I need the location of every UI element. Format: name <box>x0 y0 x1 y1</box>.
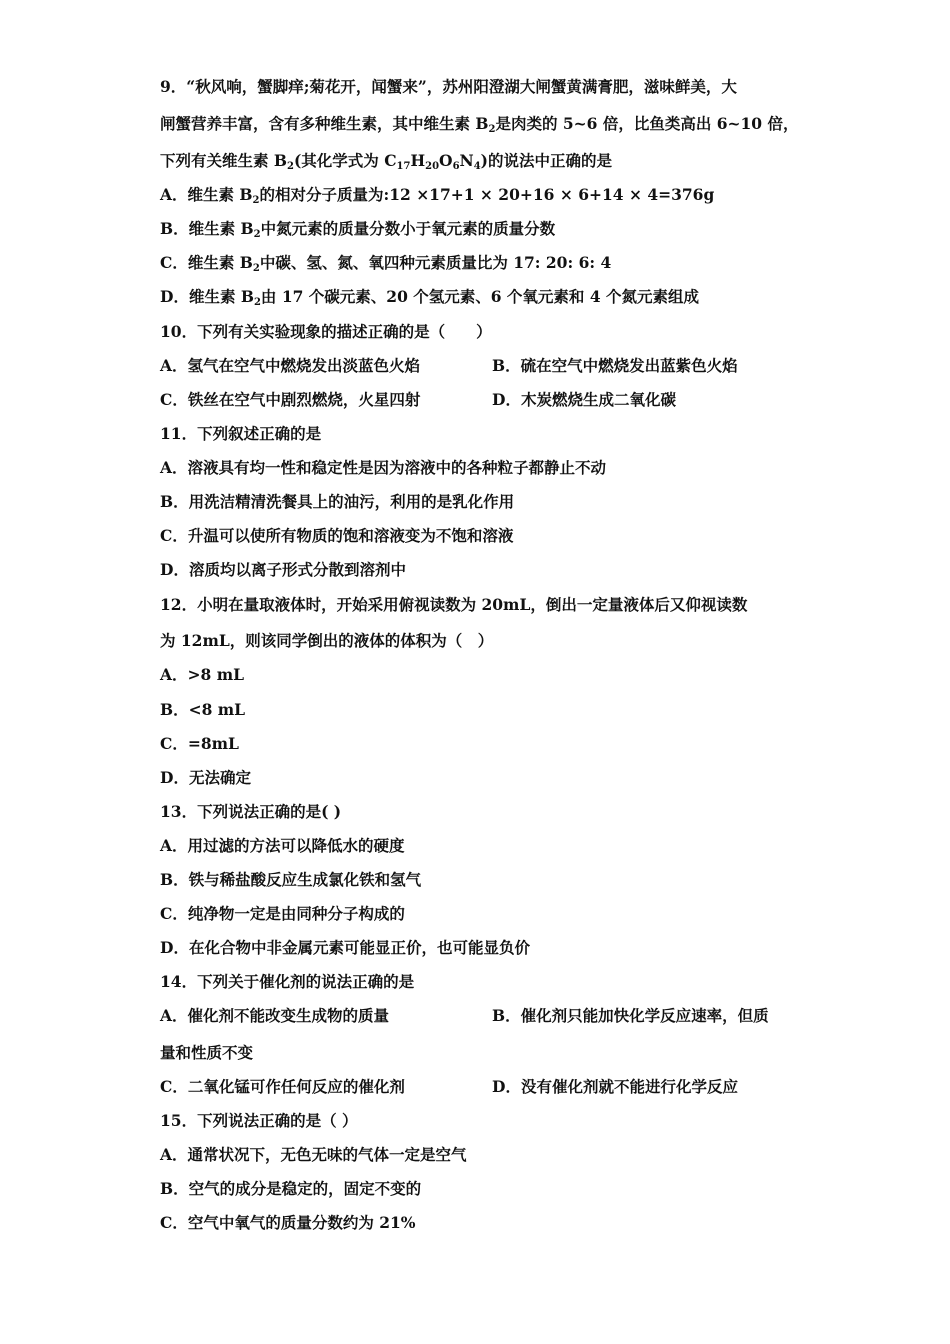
q9-d-post: 由 17 个碳元素、20 个氢元素、6 个氧元素和 4 个氮元素组成 <box>260 287 700 306</box>
q9-b-pre: B．维生素 B <box>160 219 254 238</box>
q13-option-a: A．用过滤的方法可以降低水的硬度 <box>160 836 405 855</box>
q11-option-c: C．升温可以使所有物质的饱和溶液变为不饱和溶液 <box>160 526 514 545</box>
q14-stem: 14．下列关于催化剂的说法正确的是 <box>160 972 415 991</box>
q10-option-b: B．硫在空气中燃烧发出蓝紫色火焰 <box>492 356 738 375</box>
q13-option-c: C．纯净物一定是由同种分子构成的 <box>160 904 405 923</box>
q14-option-d: D．没有催化剂就不能进行化学反应 <box>492 1077 738 1096</box>
q9-stem-line-3 <box>160 151 612 171</box>
q13-stem: 13．下列说法正确的是( ) <box>160 802 342 821</box>
q12-stem-line-1: 12．小明在量取液体时，开始采用俯视读数为 20mL，倒出一定量液体后又仰视读数 <box>160 595 748 614</box>
q9-d-sub: 2 <box>253 297 261 308</box>
q9-option-c <box>160 253 611 273</box>
q14-option-b-continued: 量和性质不变 <box>160 1043 254 1062</box>
formula-h: H <box>410 151 426 170</box>
q13-option-d: D．在化合物中非金属元素可能显正价，也可能显负价 <box>160 938 530 957</box>
q9-option-a <box>160 185 714 205</box>
q9-a-sub: 2 <box>252 195 260 206</box>
formula-n: N <box>459 151 474 170</box>
q13-option-b: B．铁与稀盐酸反应生成氯化铁和氢气 <box>160 870 422 889</box>
q9-c-pre: C．维生素 B <box>160 253 253 272</box>
q12-option-c: C．=8mL <box>160 734 239 753</box>
q10-option-a: A．氢气在空气中燃烧发出淡蓝色火焰 <box>160 356 421 375</box>
q15-option-b: B．空气的成分是稳定的，固定不变的 <box>160 1179 422 1198</box>
q12-option-a: A．>8 mL <box>160 665 244 684</box>
formula-sub-o: 6 <box>452 161 460 172</box>
q9-stem-3b: (其化学式为 C <box>293 151 397 170</box>
q9-option-d <box>160 287 699 307</box>
q14-option-c: C．二氧化锰可作任何反应的催化剂 <box>160 1077 405 1096</box>
q9-c-post: 中碳、氢、氮、氧四种元素质量比为 17: 20: 6: 4 <box>259 253 612 272</box>
formula-sub-c: 17 <box>396 161 411 172</box>
q9-option-b <box>160 219 555 239</box>
q11-option-a: A．溶液具有均一性和稳定性是因为溶液中的各种粒子都静止不动 <box>160 458 607 477</box>
q14-option-b: B．催化剂只能加快化学反应速率，但质 <box>492 1006 769 1025</box>
q11-stem: 11．下列叙述正确的是 <box>160 424 322 443</box>
q12-option-d: D．无法确定 <box>160 768 251 787</box>
formula-o: O <box>439 151 453 170</box>
q9-stem-2-sub: 2 <box>488 124 496 135</box>
q9-stem-2-text: 闸蟹营养丰富，含有多种维生素，其中维生素 B <box>160 114 489 133</box>
q15-stem: 15．下列说法正确的是（ ） <box>160 1111 358 1130</box>
q9-stem-3-sub: 2 <box>287 161 294 172</box>
q10-option-c: C．铁丝在空气中剧烈燃烧，火星四射 <box>160 390 421 409</box>
q11-option-d: D．溶质均以离子形式分散到溶剂中 <box>160 560 406 579</box>
q9-stem-line-1: 9．“秋风响，蟹脚痒;菊花开，闻蟹来”，苏州阳澄湖大闸蟹黄满膏肥，滋味鲜美，大 <box>160 77 737 96</box>
q15-option-a: A．通常状况下，无色无味的气体一定是空气 <box>160 1145 467 1164</box>
q12-option-b: B．<8 mL <box>160 700 246 719</box>
q11-option-b: B．用洗洁精清洗餐具上的油污，利用的是乳化作用 <box>160 492 515 511</box>
q10-option-d: D．木炭燃烧生成二氧化碳 <box>492 390 676 409</box>
q15-option-c: C．空气中氧气的质量分数约为 21% <box>160 1213 416 1232</box>
q14-option-a: A．催化剂不能改变生成物的质量 <box>160 1006 390 1025</box>
q9-stem-line-2 <box>160 114 798 134</box>
q9-a-pre: A．维生素 B <box>160 185 253 204</box>
q10-stem: 10．下列有关实验现象的描述正确的是（ ） <box>160 322 492 341</box>
formula-sub-n: 4 <box>473 161 481 172</box>
q12-stem-line-2: 为 12mL，则该同学倒出的液体的体积为（ ） <box>160 631 494 650</box>
q9-stem-2b-text: 是肉类的 5~6 倍，比鱼类高出 6~10 倍， <box>495 114 799 133</box>
q9-d-pre: D．维生素 B <box>160 287 254 306</box>
q9-c-sub: 2 <box>252 263 260 274</box>
q9-b-sub: 2 <box>253 229 261 240</box>
q9-b-post: 中氮元素的质量分数小于氧元素的质量分数 <box>260 219 556 238</box>
q9-a-post: 的相对分子质量为:12 ×17+1 × 20+16 × 6+14 × 4=376g <box>259 185 715 204</box>
formula-sub-h: 20 <box>425 161 440 172</box>
q9-stem-3a: 下列有关维生素 B <box>160 151 287 170</box>
q9-stem-3c: )的说法中正确的是 <box>480 151 613 170</box>
